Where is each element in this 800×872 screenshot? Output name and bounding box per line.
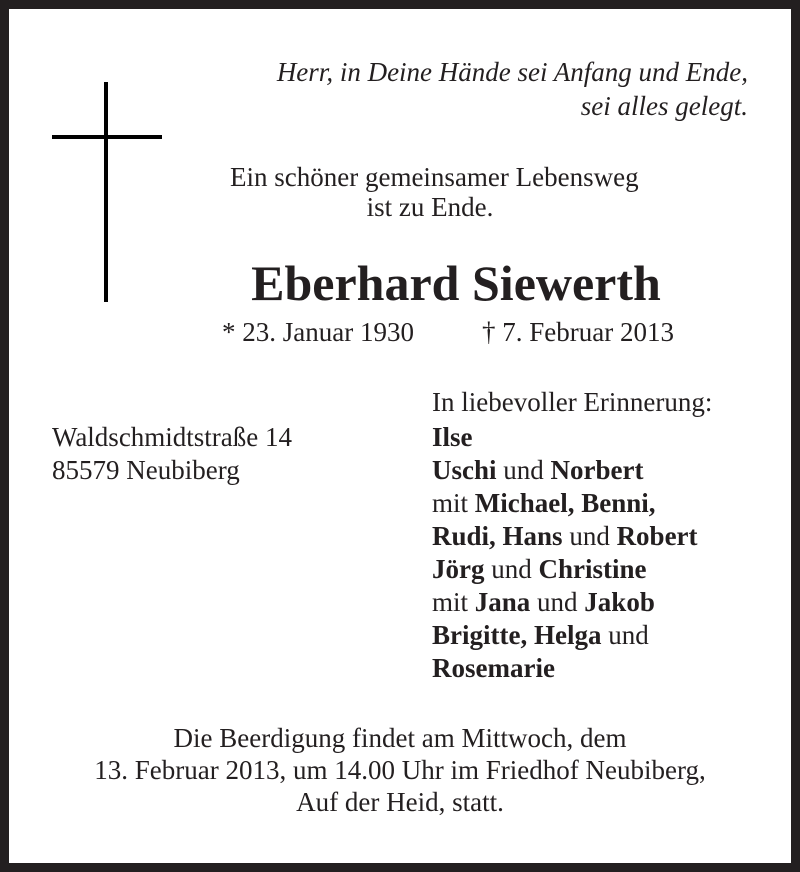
death-date: † 7. Februar 2013 — [482, 317, 674, 347]
family-name: Jakob — [584, 587, 655, 617]
family-name: Norbert — [550, 455, 644, 485]
deceased-name: Eberhard Siewerth — [251, 255, 661, 311]
funeral-line-1: Die Beerdigung findet am Mittwoch, dem — [173, 723, 627, 753]
family-connector: mit — [432, 488, 475, 518]
family-name: Jörg — [432, 554, 485, 584]
family-line — [432, 586, 655, 619]
family-name: Uschi — [432, 455, 497, 485]
family-connector: und — [496, 455, 551, 485]
family-line — [432, 619, 649, 652]
cross-horizontal-bar — [52, 135, 162, 139]
address-city: 85579 Neubiberg — [52, 455, 240, 485]
family-name: Brigitte, Helga — [432, 620, 602, 650]
family-connector: und — [484, 554, 539, 584]
family-connector: und — [562, 521, 617, 551]
verse-line-1: Herr, in Deine Hände sei Anfang und Ende, — [276, 57, 748, 87]
verse-line-2: sei alles gelegt. — [580, 91, 748, 121]
intro-line-2: ist zu Ende. — [366, 192, 494, 222]
intro-line-1: Ein schöner gemeinsamer Lebensweg — [230, 162, 639, 192]
family-name: Christine — [538, 554, 647, 584]
family-line — [432, 553, 646, 586]
family-connector: und — [530, 587, 585, 617]
family-connector: mit — [432, 587, 475, 617]
family-name: Michael, Benni, — [474, 488, 656, 518]
family-connector: und — [601, 620, 649, 650]
family-line — [432, 487, 656, 520]
family-name: Robert — [616, 521, 698, 551]
family-name: Rudi, Hans — [432, 521, 563, 551]
family-line — [432, 421, 473, 454]
funeral-line-2: 13. Februar 2013, um 14.00 Uhr im Friedhof Neubiberg, — [94, 755, 706, 785]
family-line — [432, 454, 643, 487]
family-name: Rosemarie — [432, 653, 555, 683]
family-name: Ilse — [432, 422, 473, 452]
family-name: Jana — [474, 587, 531, 617]
funeral-line-3: Auf der Heid, statt. — [296, 787, 504, 817]
memory-heading: In liebevoller Erinnerung: — [432, 387, 713, 417]
birth-date: * 23. Januar 1930 — [222, 317, 414, 347]
address-street: Waldschmidtstraße 14 — [52, 422, 293, 452]
family-line — [432, 520, 698, 553]
family-line — [432, 652, 555, 685]
